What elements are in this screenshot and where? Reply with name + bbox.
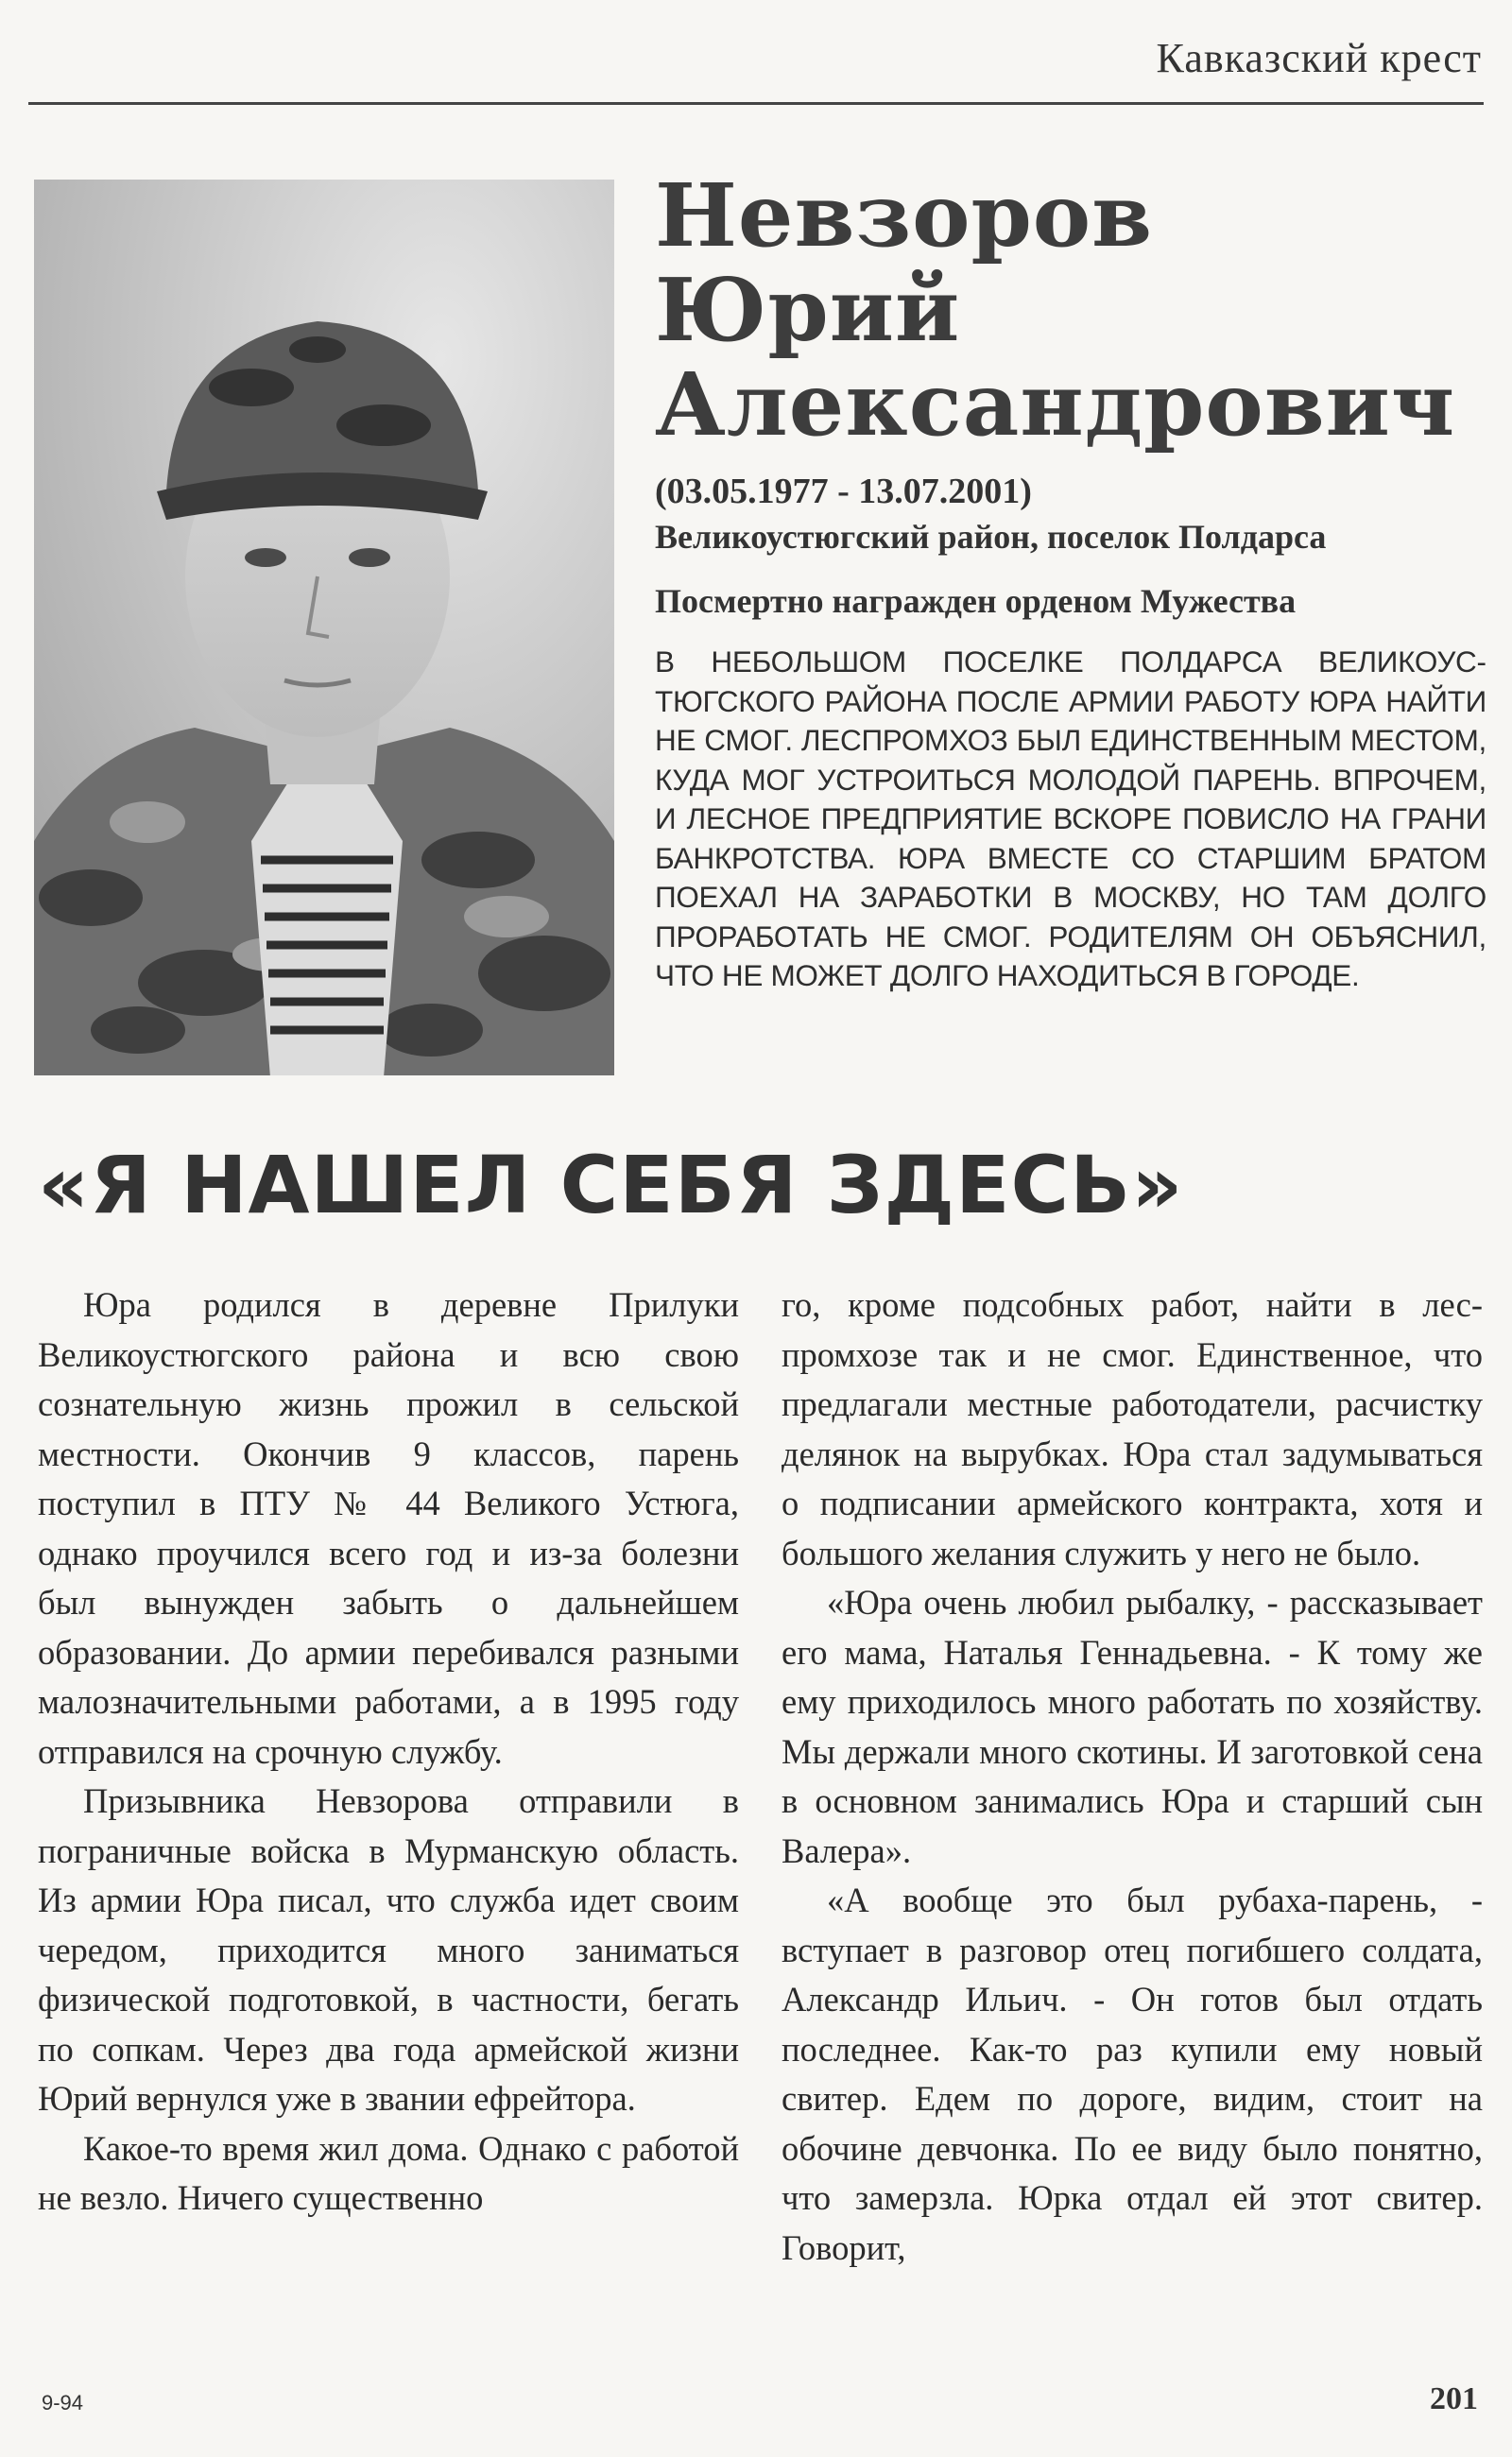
patronymic: Александрович <box>655 353 1456 455</box>
header-rule <box>28 102 1484 105</box>
paragraph: Юра родился в деревне Прилуки Великоустюгского района и всю свою сознательную жизнь прожил в сельской местности. Окончив 9 классов, парень поступил в ПТУ № 44 Великого Устюга, однако проучился всего год и из-за болезни был вынужден забыть о дальнейшем образовании. До армии перебивался разными малозначительными работами, а в 1995 году отправился на срочную службу. <box>38 1285 739 1771</box>
page-number: 201 <box>1430 2381 1478 2416</box>
paragraph: Какое-то время жил дома. Однако с работой не везло. Ничего существенно <box>38 2128 739 2217</box>
footer-code: 9-94 <box>42 2391 84 2414</box>
name-block <box>655 164 1486 996</box>
section-title: Кавказский крест <box>1156 35 1482 81</box>
paragraph: «Юра очень любил рыбалку, - рассказывает его мама, Наталья Геннадьевна. - К тому же ему приходилось много работать по хозяйству. Мы держали много скотины. И заготовкой сена в основном занимались Юра и старший сын Валера». <box>782 1583 1483 1870</box>
award-text: Посмертно награжден орденом Мужества <box>655 582 1297 620</box>
paragraph: Призывника Невзорова отправили в пограничные войска в Мурманскую область. Из армии Юра писал, что служба идет своим чередом, приходится много заниматься физической подготовкой, в частности, бегать по сопкам. Через два года армейской жизни Юрий вернулся уже в звании ефрейтора. <box>38 1781 739 2118</box>
body-column-left <box>38 1280 739 2224</box>
article-headline: «Я НАШЕЛ СЕБЯ ЗДЕСЬ» <box>38 1139 1184 1231</box>
paragraph: го, кроме подсобных работ, найти в леспромхозе так и не смог. Единственное, что предлагали местные работодатели, расчистку делянок на вырубках. Юра стал задумываться о подписании армейского контракта, хотя и большого желания служить у него не было. <box>782 1285 1483 1572</box>
life-dates: (03.05.1977 - 13.07.2001) <box>655 472 1032 511</box>
lead-paragraph: В НЕБОЛЬШОМ ПОСЕЛКЕ ПОЛДАРСА ВЕЛИКОУСТЮГСКОГО РАЙОНА ПОСЛЕ АРМИИ РАБОТУ ЮРА НАЙТИ НЕ СМОГ. ЛЕСПРОМХОЗ БЫЛ ЕДИНСТВЕННЫМ МЕСТОМ, КУДА МОГ УСТРОИТЬСЯ МОЛОДОЙ ПАРЕНЬ. ВПРОЧЕМ, И ЛЕСНОЕ ПРЕДПРИЯТИЕ ВСКОРЕ ПОВИСЛО НА ГРАНИ БАНКРОТСТВА. ЮРА ВМЕСТЕ СО СТАРШИМ БРАТОМ ПОЕХАЛ НА ЗАРАБОТКИ В МОСКВУ, НО ТАМ ДОЛГО ПРОРАБОТАТЬ НЕ СМОГ. РОДИТЕЛЯМ ОН ОБЪЯСНИЛ, ЧТО НЕ МОЖЕТ ДОЛГО НАХОДИТЬСЯ В ГОРОДЕ. <box>655 644 1486 992</box>
portrait-photo <box>34 180 614 1075</box>
body-column-right <box>782 1280 1483 2273</box>
first-name: Юрий <box>655 259 961 361</box>
paragraph: «А вообще это был рубаха-парень, - вступает в разговор отец погибшего солдата, Александр Ильич. - Он готов был отдать последнее. Как-то раз купили ему новый свитер. Едем по дороге, видим, стоит на обочине девчонка. По ее виду было понятно, что замерзла. Юрка отдал ей этот свитер. Говорит, <box>782 1881 1483 2267</box>
birthplace: Великоустюгский район, поселок Полдарса <box>655 518 1327 556</box>
surname: Невзоров <box>655 164 1154 266</box>
